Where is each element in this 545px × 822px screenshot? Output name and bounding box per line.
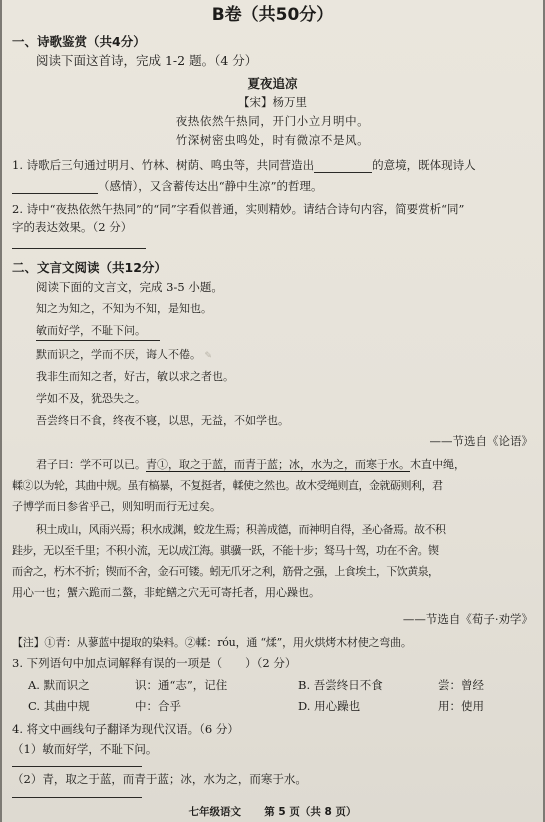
source-xunzi: ——节选自《荀子·劝学》 xyxy=(402,612,533,626)
part1-heading: 一、诗歌鉴赏（共4分） xyxy=(12,34,146,49)
question-4-item-1-answer-line[interactable] xyxy=(12,766,142,767)
question-1-text-b: 的意境，既体现诗人 xyxy=(372,158,476,172)
source-lunyu: ——节选自《论语》 xyxy=(429,434,533,448)
xunzi-line-1-a: 君子曰：学不可以已。 xyxy=(36,458,146,471)
question-2-text-b: 字的表达效果。（2 分） xyxy=(12,220,133,234)
xunzi-line-6: 而舍之，朽木不折；锲而不舍，金石可镂。蚓无爪牙之利，筋骨之强，上食埃土，下饮黄泉， xyxy=(12,565,439,578)
option-a-sentence[interactable]: A. 默而识之 xyxy=(28,678,90,692)
lunyu-line-6: 吾尝终日不食，终夜不寝，以思，无益，不如学也。 xyxy=(36,414,289,427)
question-1-text-c: （感情），又含蓄传达出“静中生凉”的哲理。 xyxy=(98,179,323,193)
part1-intro: 阅读下面这首诗，完成 1-2 题。（4 分） xyxy=(36,53,258,68)
part2-intro: 阅读下面的文言文，完成 3-5 小题。 xyxy=(36,280,223,294)
question-2-answer-line[interactable] xyxy=(12,248,146,249)
footer-page-number: 第 5 页（共 8 页） xyxy=(264,806,357,818)
lunyu-line-1: 知之为知之，不知为不知，是知也。 xyxy=(36,302,212,315)
poem-title: 夏夜追凉 xyxy=(247,76,298,91)
pen-mark-icon: ✎ xyxy=(204,351,213,361)
xunzi-line-3: 子博学而日参省乎己，则知明而行无过矣。 xyxy=(12,500,221,513)
question-2-text-a: 2. 诗中“夜热依然午热同”的“同”字看似普通，实则精妙。请结合诗句内容，简要赏析“同” xyxy=(12,202,465,216)
question-1-line-2 xyxy=(12,178,323,194)
xunzi-line-7: 用心一也；蟹六跪而二螯，非蛇鳝之穴无可寄托者，用心躁也。 xyxy=(12,586,320,599)
option-d-gloss: 用：使用 xyxy=(438,699,484,713)
question-4-item-2-answer-line[interactable] xyxy=(12,797,142,798)
question-4-item-1: （1）敏而好学，不耻下问。 xyxy=(12,742,158,756)
lunyu-line-2-underline xyxy=(36,340,160,341)
lunyu-line-3-wrap xyxy=(36,346,212,362)
exam-page xyxy=(2,0,543,822)
xunzi-line-1-c: 木直中绳， xyxy=(410,458,465,471)
question-1-blank-1[interactable] xyxy=(314,160,372,173)
poem-author: 【宋】杨万里 xyxy=(238,95,307,109)
question-1-blank-2[interactable] xyxy=(12,181,98,194)
lunyu-line-2: 敏而好学，不耻下问。 xyxy=(36,324,146,337)
lunyu-line-4: 我非生而知之者，好古，敏以求之者也。 xyxy=(36,370,234,383)
xunzi-line-2: 輮②以为轮，其曲中规。虽有槁暴，不复挺者，輮使之然也。故木受绳则直，金就砺则利，君 xyxy=(12,479,443,492)
lunyu-line-5: 学如不及，犹恐失之。 xyxy=(36,392,146,405)
page-footer xyxy=(2,804,543,819)
poem-line-2: 竹深树密虫鸣处，时有微凉不是风。 xyxy=(175,133,370,147)
option-d-sentence[interactable]: D. 用心躁也 xyxy=(298,699,361,713)
option-c-gloss: 中：合乎 xyxy=(135,699,181,713)
lunyu-line-3: 默而识之，学而不厌，诲人不倦。 xyxy=(36,348,201,361)
question-4-item-2: （2）青，取之于蓝，而青于蓝；冰，水为之，而寒于水。 xyxy=(12,772,307,786)
xunzi-line-5: 跬步，无以至千里；不积小流，无以成江海。骐骥一跃，不能十步；驽马十驾，功在不舍。锲 xyxy=(12,544,439,557)
section-title: B卷（共50分） xyxy=(211,5,334,25)
question-4: 4. 将文中画线句子翻译为现代汉语。（6 分） xyxy=(12,722,239,736)
annotation-notes: 【注】①青：从蓼蓝中提取的染料。②輮：róu，通 “煣”，用火烘烤木材使之弯曲。 xyxy=(12,636,412,649)
xunzi-line-1-underlined: 青①，取之于蓝，而青于蓝；冰，水为之，而寒于水。 xyxy=(146,458,410,471)
question-1-text-a: 1. 诗歌后三句通过明月、竹林、树荫、鸣虫等，共同营造出 xyxy=(12,158,315,172)
part2-heading: 二、文言文阅读（共12分） xyxy=(12,260,167,275)
question-1 xyxy=(12,157,476,173)
xunzi-line-1 xyxy=(36,456,465,472)
xunzi-line-4: 积土成山，风雨兴焉；积水成渊，蛟龙生焉；积善成德，而神明自得，圣心备焉。故不积 xyxy=(36,523,446,536)
poem-line-1: 夜热依然午热同，开门小立月明中。 xyxy=(175,114,370,128)
option-c-sentence[interactable]: C. 其曲中规 xyxy=(28,699,90,713)
option-b-sentence[interactable]: B. 吾尝终日不食 xyxy=(298,678,383,692)
footer-subject: 七年级语文 xyxy=(188,806,241,818)
option-a-gloss: 识：通“志”，记住 xyxy=(135,678,228,692)
option-b-gloss: 尝：曾经 xyxy=(438,678,484,692)
question-3: 3. 下列语句中加点词解释有误的一项是（ ）（2 分） xyxy=(12,656,297,670)
